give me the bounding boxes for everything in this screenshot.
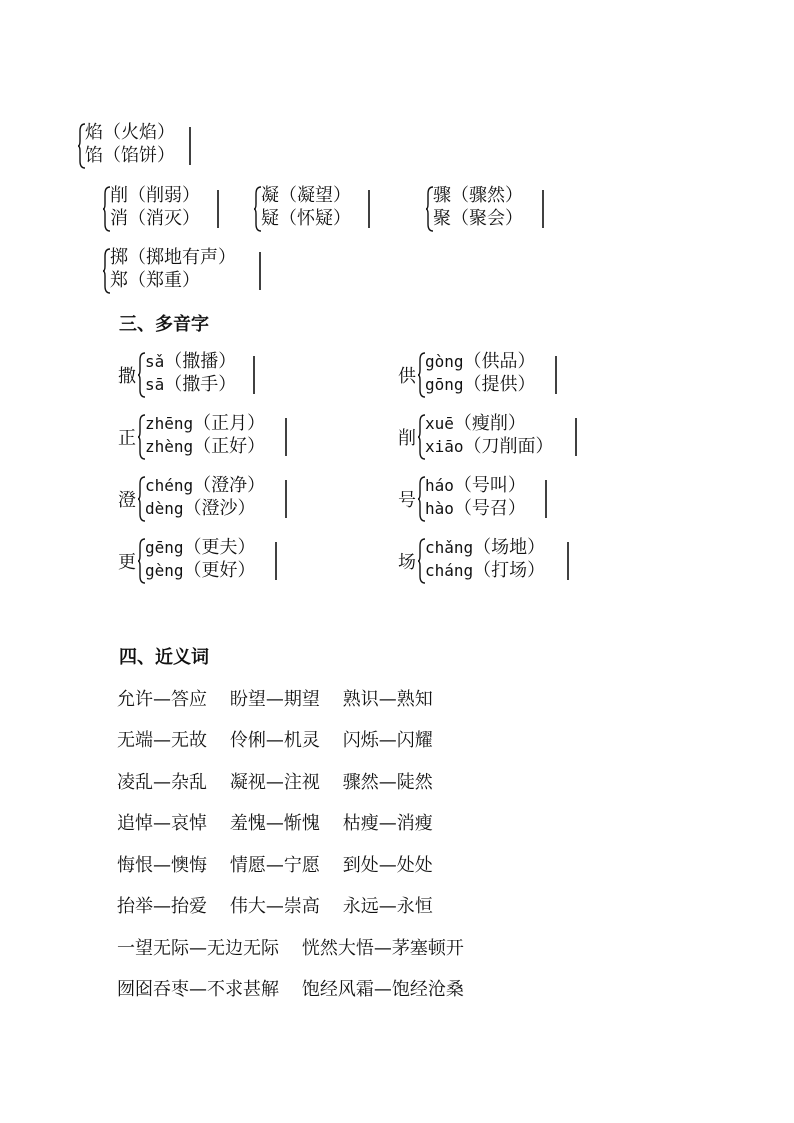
polyphone-reading	[425, 412, 554, 435]
polyphone-char: 撒	[118, 366, 136, 387]
polyphone-char: 澄	[118, 490, 136, 511]
pair-line: 凝（凝望）	[261, 185, 351, 206]
pinyin: zhēng	[145, 414, 194, 433]
pinyin: cháng	[425, 561, 474, 580]
synonym-row: 无端—无故 伶俐—机灵 闪烁—闪耀	[117, 730, 433, 751]
polyphone-reading	[145, 435, 265, 458]
pair-line: 消（消灭）	[110, 208, 200, 229]
example-word: （澄净）	[193, 475, 266, 496]
pinyin: gòng	[425, 352, 464, 371]
pinyin: gōng	[425, 375, 464, 394]
pinyin: dèng	[145, 499, 184, 518]
synonym-row: 一望无际—无边无际 恍然大悟—茅塞顿开	[117, 938, 464, 959]
polyphone-char: 号	[398, 490, 416, 511]
right-bar-icon	[541, 190, 545, 228]
right-bar-icon	[274, 542, 278, 580]
polyphone-reading	[145, 559, 256, 582]
pair-line: 郑（郑重）	[110, 270, 200, 291]
example-word: （撒播）	[164, 351, 237, 372]
polyphone-reading	[425, 536, 545, 559]
pair-line: 骤（骤然）	[433, 185, 523, 206]
polyphone-char: 场	[398, 552, 416, 573]
pinyin: gēng	[145, 538, 184, 557]
example-word: （刀削面）	[463, 436, 554, 457]
synonym-row: 囫囵吞枣—不求甚解 饱经风霜—饱经沧桑	[117, 979, 464, 1000]
polyphone-reading	[145, 350, 236, 373]
pinyin: xuē	[425, 414, 454, 433]
pinyin: sǎ	[145, 352, 165, 371]
pinyin: chǎng	[425, 538, 474, 557]
pinyin: zhèng	[145, 437, 194, 456]
polyphone-reading	[425, 373, 536, 396]
polyphone-char: 更	[118, 552, 136, 573]
example-word: （打场）	[473, 560, 546, 581]
polyphone-reading	[145, 536, 256, 559]
example-word: （更夫）	[183, 537, 256, 558]
pair-line: 聚（聚会）	[433, 208, 523, 229]
pair-line: 削（削弱）	[110, 185, 200, 206]
polyphone-reading	[425, 559, 545, 582]
example-word: （澄沙）	[183, 498, 256, 519]
example-word: （供品）	[463, 351, 536, 372]
pinyin: gèng	[145, 561, 184, 580]
section-heading: 三、多音字	[119, 314, 209, 335]
example-word: （号叫）	[453, 475, 526, 496]
right-bar-icon	[566, 542, 570, 580]
pair-line: 馅（馅饼）	[85, 145, 175, 166]
polyphone-reading	[425, 474, 526, 497]
right-bar-icon	[252, 356, 256, 394]
polyphone-reading	[425, 435, 554, 458]
pinyin: xiāo	[425, 437, 464, 456]
synonym-row: 凌乱—杂乱 凝视—注视 骤然—陡然	[117, 772, 433, 793]
synonym-row: 抬举—抬爱 伟大—崇高 永远—永恒	[117, 896, 433, 917]
pair-line: 掷（掷地有声）	[110, 247, 236, 268]
right-bar-icon	[258, 252, 262, 290]
pair-line: 焰（火焰）	[85, 122, 175, 143]
right-bar-icon	[216, 190, 220, 228]
polyphone-reading	[425, 350, 536, 373]
polyphone-char: 正	[118, 428, 136, 449]
polyphone-reading	[145, 497, 265, 520]
synonym-row: 追悼—哀悼 羞愧—惭愧 枯瘦—消瘦	[117, 813, 433, 834]
polyphone-reading	[425, 497, 526, 520]
pinyin: háo	[425, 476, 454, 495]
right-bar-icon	[284, 480, 288, 518]
right-bar-icon	[554, 356, 558, 394]
section-heading: 四、近义词	[119, 647, 209, 668]
example-word: （瘦削）	[453, 413, 526, 434]
right-bar-icon	[574, 418, 578, 456]
example-word: （撒手）	[164, 374, 237, 395]
polyphone-reading	[145, 373, 236, 396]
example-word: （正月）	[193, 413, 266, 434]
synonym-row: 悔恨—懊悔 情愿—宁愿 到处—处处	[117, 855, 433, 876]
example-word: （场地）	[473, 537, 546, 558]
pinyin: sā	[145, 375, 165, 394]
pinyin: chéng	[145, 476, 194, 495]
example-word: （更好）	[183, 560, 256, 581]
polyphone-char: 供	[398, 366, 416, 387]
right-bar-icon	[367, 190, 371, 228]
right-bar-icon	[284, 418, 288, 456]
pair-line: 疑（怀疑）	[261, 208, 351, 229]
polyphone-reading	[145, 412, 265, 435]
pinyin: hào	[425, 499, 454, 518]
right-bar-icon	[544, 480, 548, 518]
example-word: （号召）	[453, 498, 526, 519]
synonym-row: 允许—答应 盼望—期望 熟识—熟知	[117, 689, 433, 710]
polyphone-reading	[145, 474, 265, 497]
right-bar-icon	[188, 127, 192, 165]
polyphone-char: 削	[398, 428, 416, 449]
example-word: （提供）	[463, 374, 536, 395]
example-word: （正好）	[193, 436, 266, 457]
